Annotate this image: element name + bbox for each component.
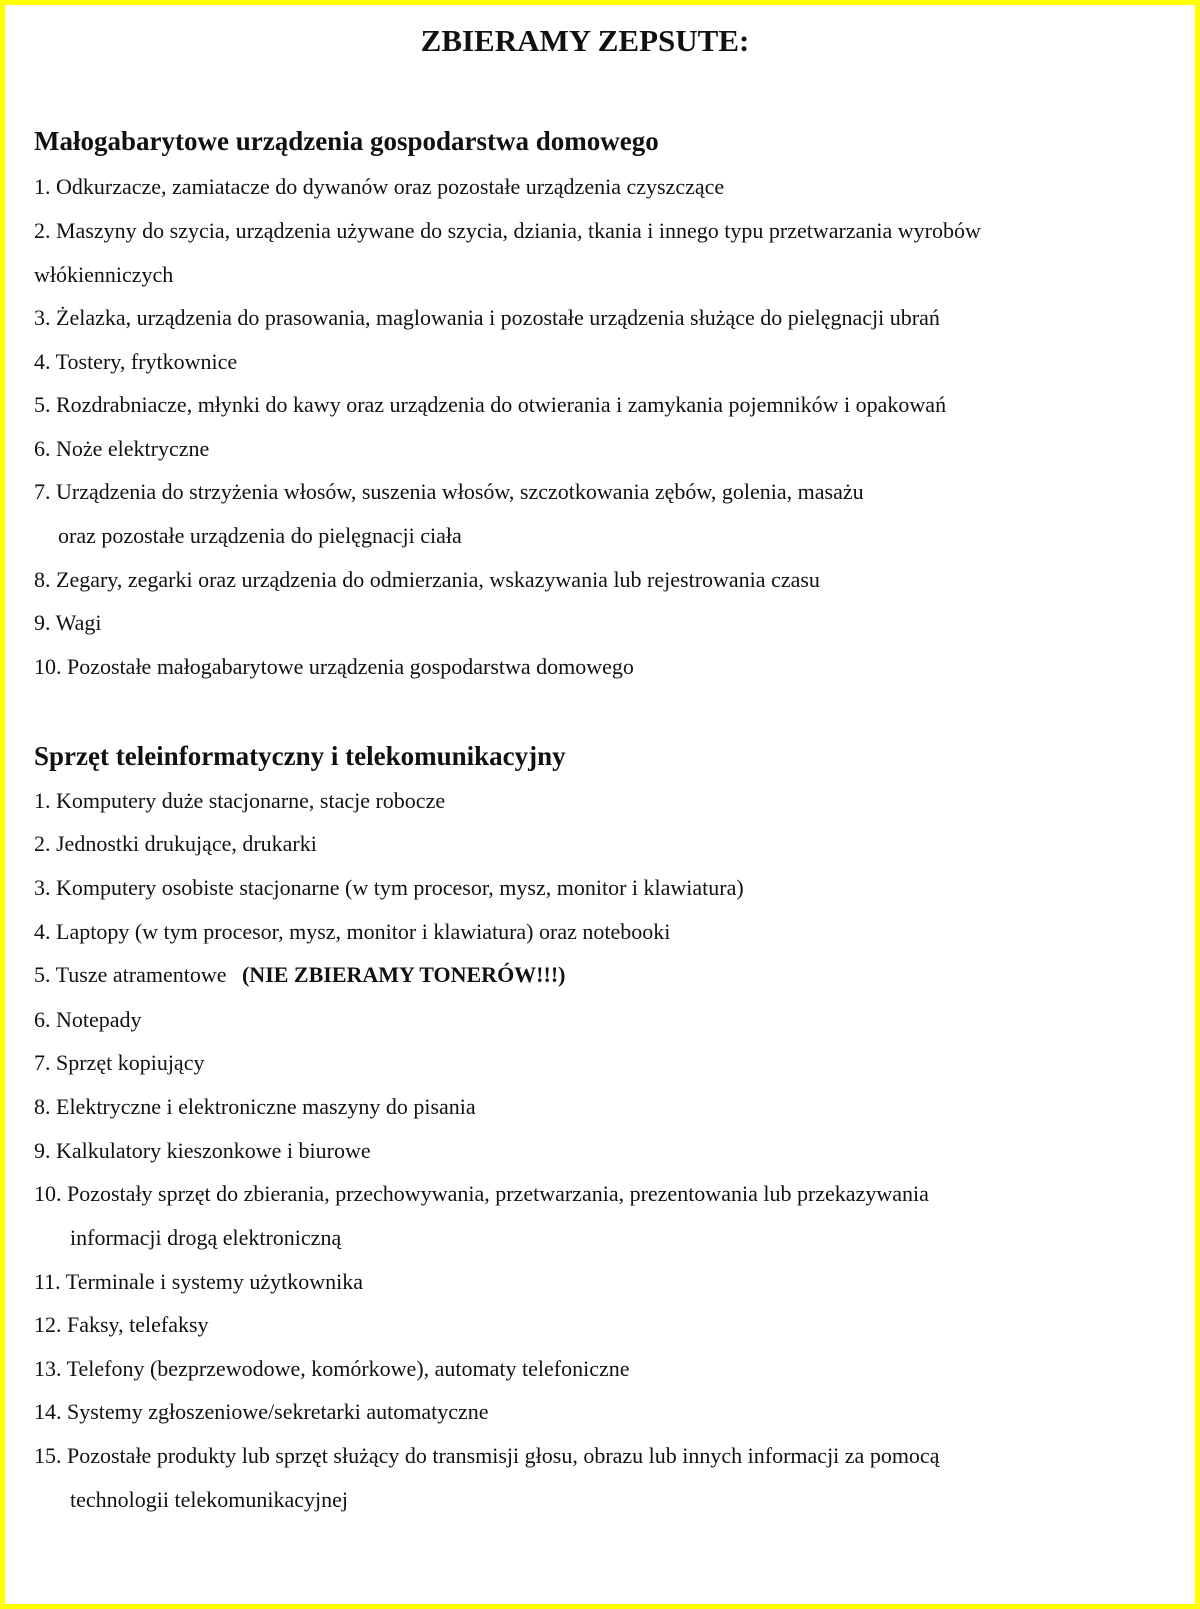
item-text: Terminale i systemy użytkownika: [65, 1269, 364, 1294]
item-text: Tostery, frytkownice: [55, 349, 238, 374]
list-item: [34, 1397, 489, 1427]
item-continuation: włókienniczych: [34, 262, 174, 287]
item-text: Systemy zgłoszeniowe/sekretarki automatyczne: [67, 1399, 489, 1424]
item-text: Notepady: [56, 1007, 142, 1032]
item-number: 10.: [34, 1181, 62, 1206]
list-item: [34, 477, 864, 551]
item-text: Zegary, zegarki oraz urządzenia do odmierzania, wskazywania lub rejestrowania czasu: [56, 567, 820, 592]
item-text: Elektryczne i elektroniczne maszyny do pisania: [56, 1094, 476, 1119]
section-heading-telecom: Sprzęt teleinformatyczny i telekomunikacyjny: [34, 741, 566, 771]
item-number: 9.: [34, 610, 51, 635]
list-item: [34, 434, 209, 464]
item-number: 15.: [34, 1443, 62, 1468]
item-text: Kalkulatory kieszonkowe i biurowe: [56, 1138, 371, 1163]
item-number: 6.: [34, 1007, 51, 1032]
list-item: [34, 303, 940, 333]
item-number: 2.: [34, 218, 51, 243]
item-number: 4.: [34, 349, 51, 374]
list-item: [34, 1048, 204, 1078]
item-text: Żelazka, urządzenia do prasowania, maglowania i pozostałe urządzenia służące do pielęgnacji ubrań: [56, 305, 940, 330]
item-number: 12.: [34, 1312, 62, 1337]
item-number: 14.: [34, 1399, 62, 1424]
item-number: 2.: [34, 831, 51, 856]
item-text: Tusze atramentowe: [55, 962, 227, 987]
item-text: Pozostałe małogabarytowe urządzenia gospodarstwa domowego: [67, 654, 634, 679]
list-item: [34, 1354, 630, 1384]
item-number: 9.: [34, 1138, 51, 1163]
list-item: [34, 917, 670, 947]
item-text: Telefony (bezprzewodowe, komórkowe), automaty telefoniczne: [66, 1356, 630, 1381]
item-text: Faksy, telefaksy: [67, 1312, 209, 1337]
item-text: Laptopy (w tym procesor, mysz, monitor i klawiatura) oraz notebooki: [56, 919, 671, 944]
item-number: 4.: [34, 919, 51, 944]
list-item: [34, 608, 102, 638]
section-heading-household: Małogabarytowe urządzenia gospodarstwa domowego: [34, 126, 659, 156]
toner-warning: (NIE ZBIERAMY TONERÓW!!!): [241, 962, 566, 987]
list-item: [34, 829, 317, 859]
item-text: Rozdrabniacze, młynki do kawy oraz urządzenia do otwierania i zamykania pojemników i opakowań: [56, 392, 947, 417]
list-item: [34, 1310, 209, 1340]
item-number: 6.: [34, 436, 51, 461]
item-continuation: oraz pozostałe urządzenia do pielęgnacji ciała: [58, 523, 462, 548]
item-number: 7.: [34, 479, 51, 504]
item-text: Komputery duże stacjonarne, stacje robocze: [56, 788, 446, 813]
item-number: 8.: [34, 1094, 51, 1119]
item-text: Wagi: [55, 610, 102, 635]
list-item: [34, 652, 634, 682]
item-continuation: informacji drogą elektroniczną: [70, 1225, 342, 1250]
item-text: Maszyny do szycia, urządzenia używane do szycia, dziania, tkania i innego typu przetwarzania wyrobów: [56, 218, 981, 243]
item-text: Jednostki drukujące, drukarki: [56, 831, 317, 856]
list-item: [34, 1005, 142, 1035]
item-number: 5.: [34, 392, 51, 417]
list-item: [34, 390, 946, 420]
item-number: 3.: [34, 875, 51, 900]
item-number: 11.: [34, 1269, 61, 1294]
list-item: [34, 1136, 371, 1166]
item-number: 10.: [34, 654, 62, 679]
list-item: [34, 873, 744, 903]
item-text: Sprzęt kopiujący: [56, 1050, 205, 1075]
item-number: 1.: [34, 174, 51, 199]
list-item: [34, 347, 237, 377]
item-text: Pozostały sprzęt do zbierania, przechowywania, przetwarzania, prezentowania lub przekazywania: [67, 1181, 929, 1206]
list-item: [34, 216, 981, 290]
page-title: ZBIERAMY ZEPSUTE:: [420, 23, 750, 58]
item-text: Noże elektryczne: [56, 436, 210, 461]
item-number: 5.: [34, 962, 51, 987]
list-item: [34, 172, 724, 202]
item-text: Odkurzacze, zamiatacze do dywanów oraz pozostałe urządzenia czyszczące: [56, 174, 725, 199]
list-item: [34, 565, 820, 595]
list-item: [34, 1441, 939, 1515]
list-item: [34, 960, 566, 990]
item-number: 13.: [34, 1356, 62, 1381]
list-item: [34, 1179, 929, 1253]
item-number: 8.: [34, 567, 51, 592]
item-number: 7.: [34, 1050, 51, 1075]
item-number: 3.: [34, 305, 51, 330]
list-item: [34, 786, 445, 816]
item-text: Urządzenia do strzyżenia włosów, suszenia włosów, szczotkowania zębów, golenia, masażu: [56, 479, 864, 504]
item-number: 1.: [34, 788, 51, 813]
item-text: Pozostałe produkty lub sprzęt służący do transmisji głosu, obrazu lub innych informacji za pomocą: [67, 1443, 940, 1468]
list-item: [34, 1267, 363, 1297]
item-text: Komputery osobiste stacjonarne (w tym procesor, mysz, monitor i klawiatura): [56, 875, 744, 900]
list-item: [34, 1092, 476, 1122]
item-continuation: technologii telekomunikacyjnej: [70, 1487, 348, 1512]
